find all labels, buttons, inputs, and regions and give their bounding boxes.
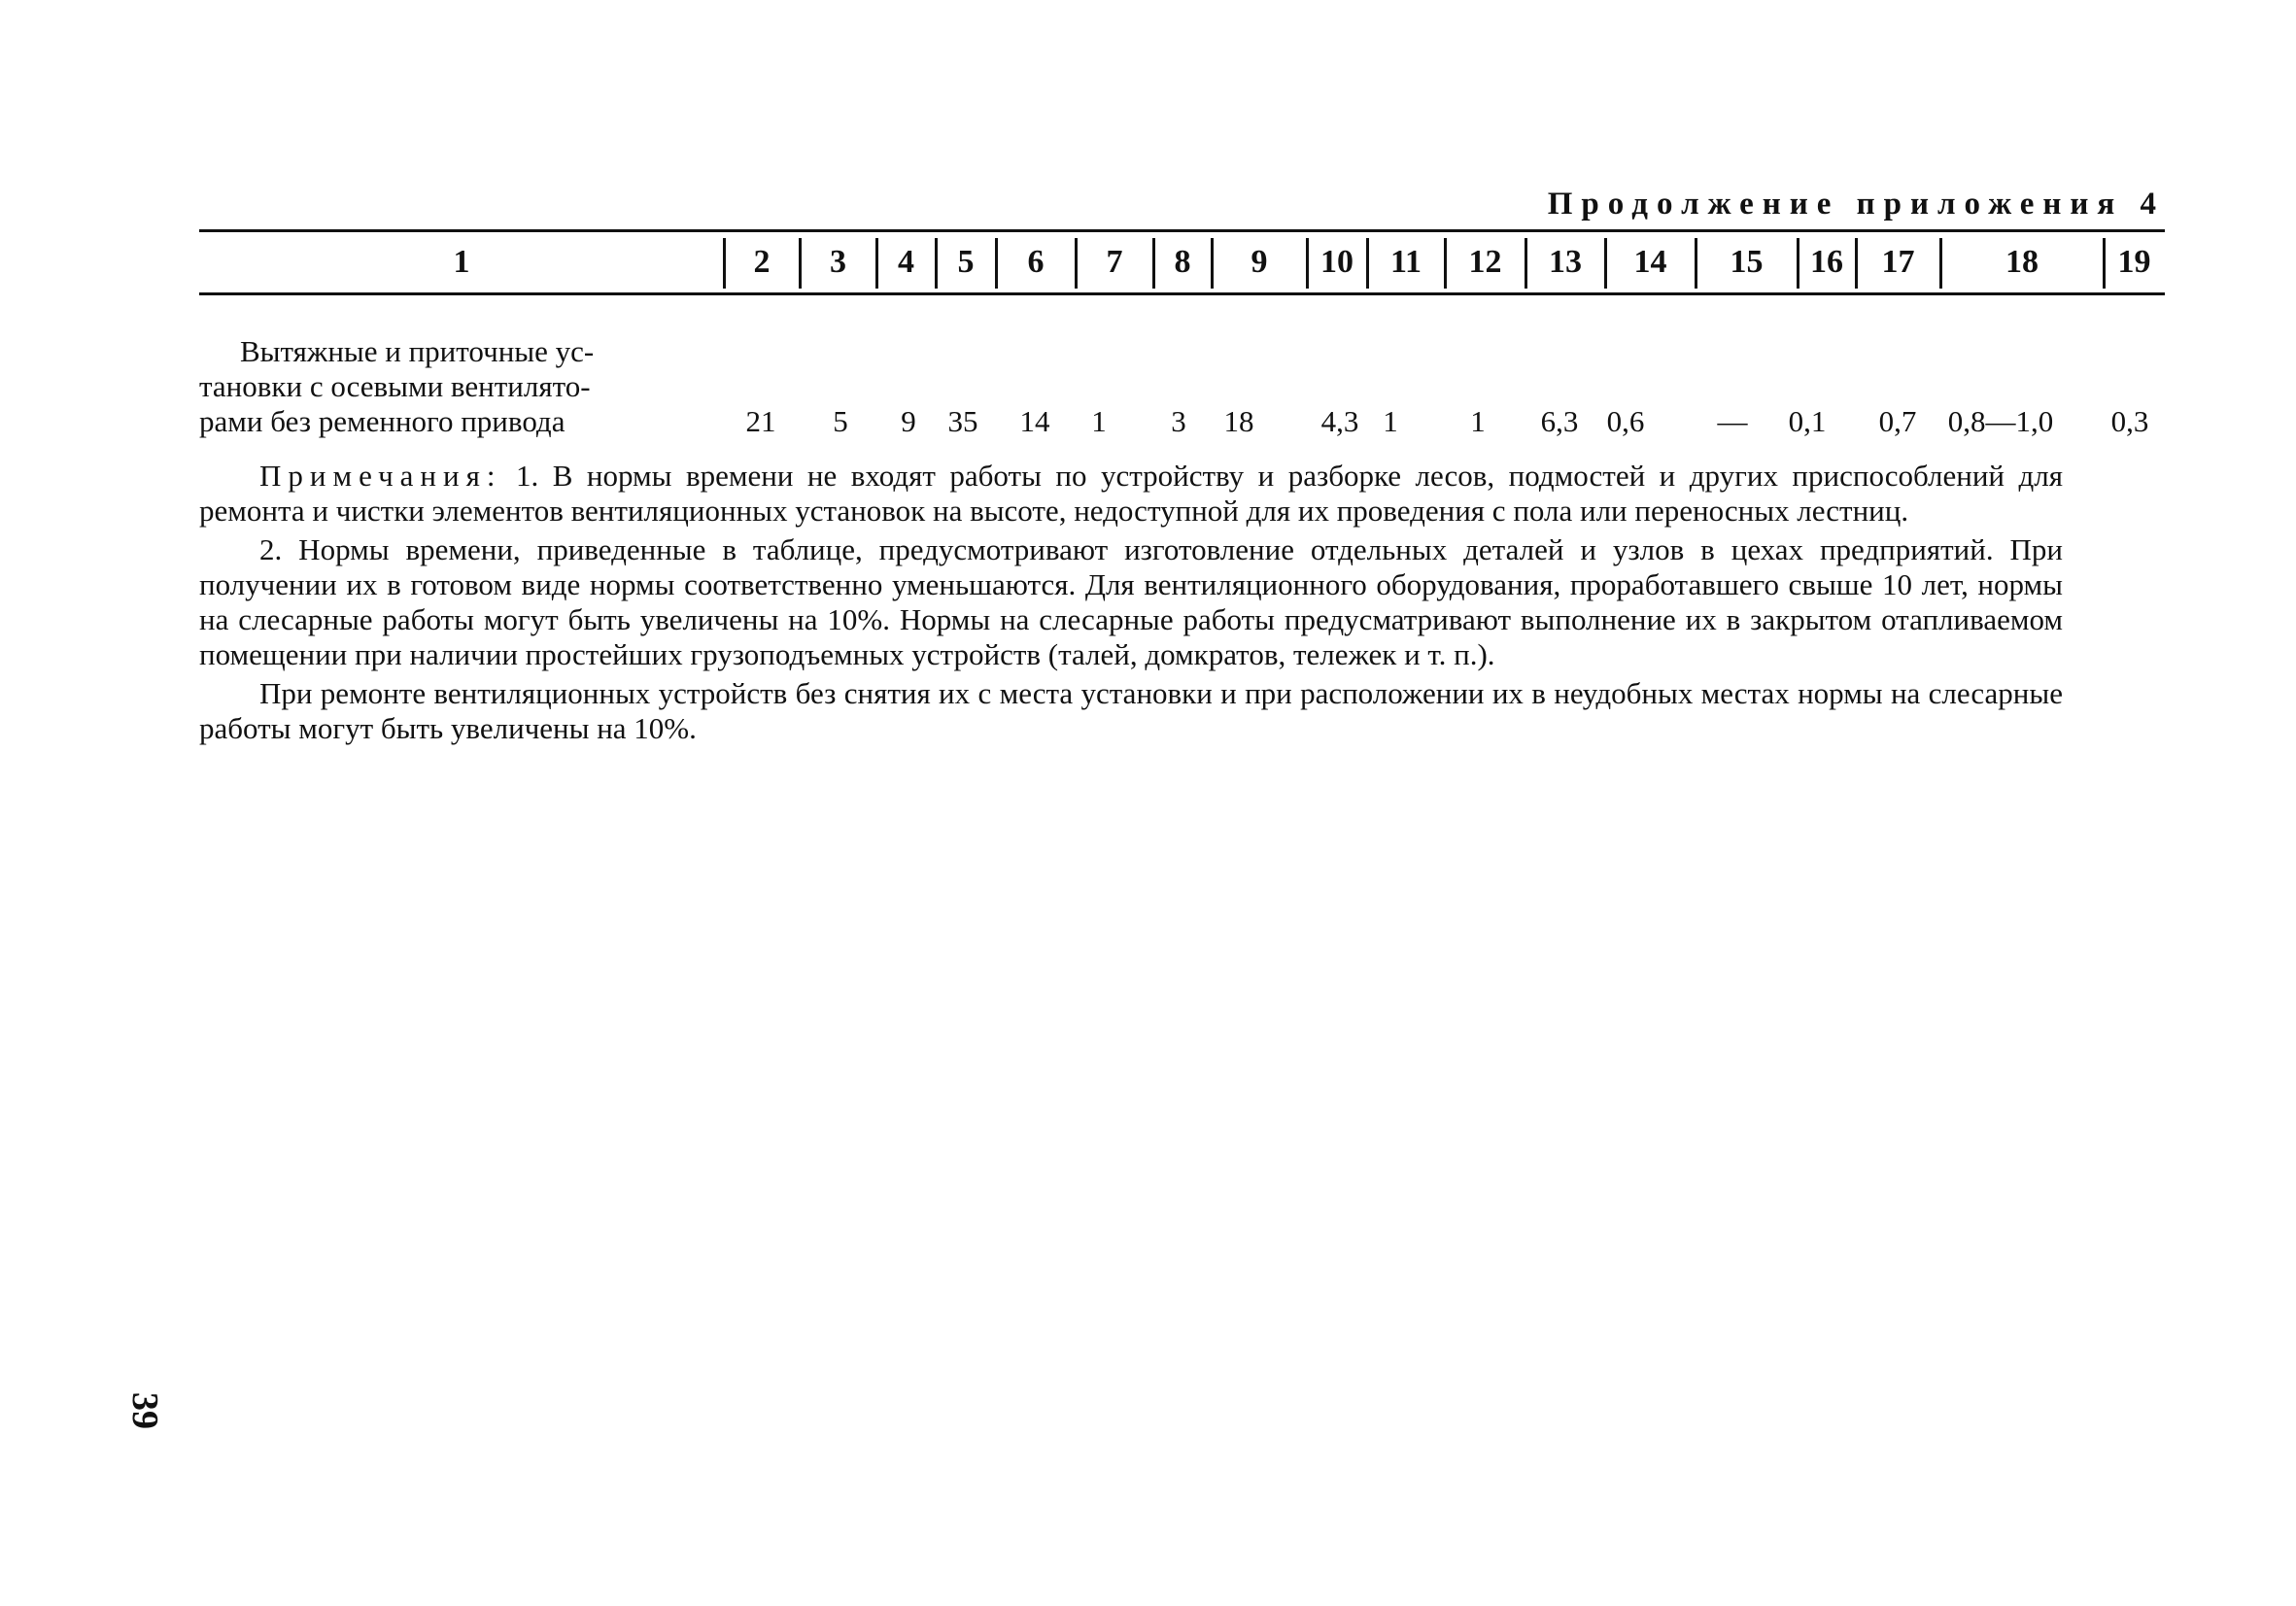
column-separator — [1075, 238, 1078, 289]
cell-col-3: 5 — [833, 404, 848, 438]
column-header-9: 9 — [1251, 244, 1268, 280]
column-header-8: 8 — [1174, 244, 1191, 280]
column-header-2: 2 — [753, 244, 771, 280]
column-separator — [995, 238, 998, 289]
column-header-13: 13 — [1549, 244, 1582, 280]
cell-col-4: 9 — [901, 404, 916, 438]
note-1-text: 1. В нормы времени не входят работы по устройству и разборке лесов, подмостей и других приспособлений для ремонта и чистки элементов вентиляционных установок на высоте, недоступной для их проведения с пола или переносных лестниц. — [199, 459, 2063, 528]
column-separator — [1306, 238, 1309, 289]
cell-col-6: 14 — [1019, 404, 1050, 438]
notes-heading: Примечания: — [259, 459, 502, 493]
column-header-3: 3 — [830, 244, 846, 280]
table-row — [199, 334, 2165, 451]
column-header-16: 16 — [1810, 244, 1843, 280]
column-header-14: 14 — [1633, 244, 1667, 280]
column-separator — [1211, 238, 1214, 289]
column-separator — [1604, 238, 1607, 289]
table-header-bottom-rule — [199, 292, 2165, 295]
column-separator — [935, 238, 938, 289]
column-header-1: 1 — [453, 244, 470, 280]
cell-col-19: 0,3 — [2110, 404, 2149, 438]
cell-col-5: 35 — [947, 404, 978, 438]
cell-col-7: 1 — [1091, 404, 1107, 438]
column-header-6: 6 — [1027, 244, 1045, 280]
notes-section — [199, 459, 2063, 750]
column-header-19: 19 — [2117, 244, 2151, 280]
column-separator — [799, 238, 802, 289]
column-header-12: 12 — [1468, 244, 1502, 280]
cell-col-17: 0,7 — [1878, 404, 1917, 438]
continuation-label: Продолжение приложения 4 — [1547, 187, 2165, 222]
cell-col-16: 0,1 — [1788, 404, 1827, 438]
cell-col-13: 6,3 — [1540, 404, 1579, 438]
column-header-17: 17 — [1881, 244, 1915, 280]
row-label — [199, 334, 704, 439]
cell-col-12: 1 — [1470, 404, 1486, 438]
note-1 — [199, 459, 2063, 529]
column-header-5: 5 — [957, 244, 975, 280]
column-header-7: 7 — [1106, 244, 1123, 280]
cell-col-10: 4,3 — [1320, 404, 1359, 438]
column-separator — [723, 238, 726, 289]
row-label-line-2: тановки с осевыми вентилято- — [199, 369, 591, 403]
column-separator — [1695, 238, 1697, 289]
note-2: 2. Нормы времени, приведенные в таблице, предусмотривают изготовление отдельных деталей и узлов в цехах предприятий. При получении их в готовом виде нормы соответственно уменьшаются. Для вентиляционного оборудования, проработавшего свыше 10 лет, нормы на слесарные работы могут быть увеличены на 10%. Нормы на слесарные работы предусматривают выполнение их в закрытом отапливаемом помещении при наличии простейших грузоподъемных устройств (талей, домкратов, тележек и т. п.). — [199, 532, 2063, 671]
cell-col-18: 0,8—1,0 — [1947, 404, 2054, 438]
note-3: При ремонте вентиляционных устройств без снятия их с места установки и при расположении их в неудобных местах нормы на слесарные работы могут быть увеличены на 10%. — [199, 676, 2063, 745]
column-header-4: 4 — [898, 244, 914, 280]
column-separator — [1366, 238, 1369, 289]
column-header-11: 11 — [1389, 244, 1422, 280]
page-number: 39 — [124, 1392, 165, 1429]
column-header-15: 15 — [1730, 244, 1764, 280]
cell-col-11: 1 — [1383, 404, 1398, 438]
column-separator — [1797, 238, 1799, 289]
cell-col-2: 21 — [745, 404, 776, 438]
column-separator — [1855, 238, 1858, 289]
row-label-line-1: Вытяжные и приточные ус- — [240, 334, 595, 368]
cell-col-9: 18 — [1223, 404, 1254, 438]
norms-table — [199, 229, 2165, 451]
cell-col-15: — — [1717, 404, 1748, 438]
column-header-18: 18 — [2005, 244, 2039, 280]
column-separator — [1152, 238, 1155, 289]
column-separator — [875, 238, 878, 289]
column-header-10: 10 — [1320, 244, 1354, 280]
column-separator — [1444, 238, 1447, 289]
table-header-row — [199, 232, 2165, 292]
column-separator — [1525, 238, 1527, 289]
row-label-line-3: рами без ременного привода — [199, 404, 565, 438]
cell-col-8: 3 — [1171, 404, 1186, 438]
cell-col-14: 0,6 — [1606, 404, 1645, 438]
column-separator — [2103, 238, 2106, 289]
column-separator — [1939, 238, 1942, 289]
